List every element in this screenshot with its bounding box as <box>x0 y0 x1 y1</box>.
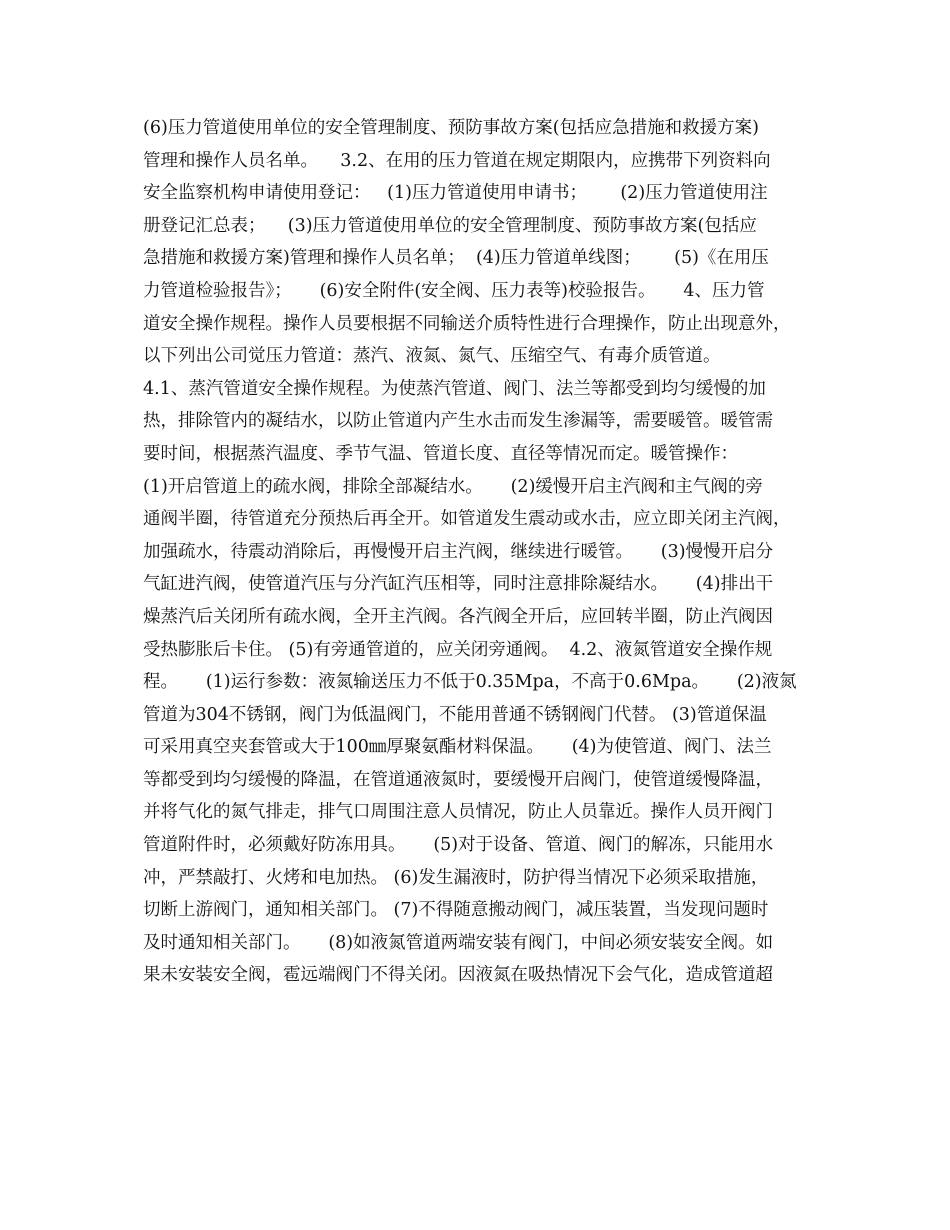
text-line: 等都受到均匀缓慢的降温，在管道通液氮时，要缓慢开启阀门，使管道缓慢降温， <box>143 769 773 790</box>
text-line: 燥蒸汽后关闭所有疏水阀，全开主汽阀。各汽阀全开后，应回转半圈，防止汽阀因 <box>143 606 773 627</box>
text-line: 并将气化的氮气排走，排气口周围注意人员情况，防止人员靠近。操作人员开阀门 <box>143 802 773 823</box>
text-line: 道安全操作规程。操作人员要根据不同输送介质特性进行合理操作，防止出现意外， <box>143 313 791 334</box>
text-line: 及时通知相关部门。 (8)如液氮管道两端安装有阀门，中间必须安装安全阀。如 <box>143 932 774 953</box>
text-line: 以下列出公司觉压力管道：蒸汽、液氮、氮气、压缩空气、有毒介质管道。 <box>143 346 721 367</box>
text-line: 要时间，根据蒸汽温度、季节气温、管道长度、直径等情况而定。暖管操作： <box>143 443 738 464</box>
text-line: 安全监察机构申请使用登记： (1)压力管道使用申请书； (2)压力管道使用注 <box>143 183 768 204</box>
text-line: 可采用真空夹套管或大于100㎜厚聚氨酯材料保温。 (4)为使管道、阀门、法兰 <box>143 737 772 758</box>
text-line: 果未安装安全阀，雹远端阀门不得关闭。因液氮在吸热情况下会气化，造成管道超 <box>143 965 773 986</box>
text-line: 管道为304不锈钢，阀门为低温阀门，不能用普通不锈钢阀门代替。 (3)管道保温 <box>143 704 767 725</box>
text-line: 4.1、蒸汽管道安全操作规程。为使蒸汽管道、阀门、法兰等都受到均匀缓慢的加 <box>143 378 766 399</box>
text-line: 册登记汇总表； (3)压力管道使用单位的安全管理制度、预防事故方案(包括应 <box>143 215 757 236</box>
text-line: 受热膨胀后卡住。 (5)有旁通管道的，应关闭旁通阀。 4.2、液氮管道安全操作规 <box>143 639 773 660</box>
text-line: 热，排除管内的凝结水，以防止管道内产生水击而发生渗漏等，需要暖管。暖管需 <box>143 411 773 432</box>
text-line: 切断上游阀门，通知相关部门。 (7)不得随意搬动阀门，减压装置，当发现问题时 <box>143 900 769 921</box>
text-line: 通阀半圈，待管道充分预热后再全开。如管道发生震动或水击，应立即关闭主汽阀， <box>143 509 791 530</box>
text-line: (1)开启管道上的疏水阀，排除全部凝结水。 (2)缓慢开启主汽阀和主气阀的旁 <box>143 476 763 497</box>
text-line: 加强疏水，待震动消除后，再慢慢开启主汽阀，继续进行暖管。 (3)慢慢开启分 <box>143 541 774 562</box>
text-line: 急措施和救援方案)管理和操作人员名单； (4)压力管道单线图； (5)《在用压 <box>143 248 769 269</box>
text-line: 冲，严禁敲打、火烤和电加热。 (6)发生漏液时，防护得当情况下必须采取措施， <box>143 867 769 888</box>
text-line: 程。 (1)运行参数：液氮输送压力不低于0.35Mpa，不高于0.6Mpa。 (2)液氮 <box>143 672 797 693</box>
text-line: 力管道检验报告》； (6)安全附件(安全阀、压力表等)校验报告。 4、压力管 <box>143 280 765 301</box>
text-line: 管道附件时，必须戴好防冻用具。 (5)对于设备、管道、阀门的解冻，只能用水 <box>143 835 774 856</box>
text-line: (6)压力管道使用单位的安全管理制度、预防事故方案(包括应急措施和救援方案) <box>143 118 759 138</box>
text-line: 气缸进汽阀，使管道汽压与分汽缸汽压相等，同时注意排除凝结水。 (4)排出干 <box>143 574 774 595</box>
text-line: 管理和操作人员名单。 3.2、在用的压力管道在规定期限内，应携带下列资料向 <box>143 150 771 171</box>
body-text <box>143 112 823 992</box>
